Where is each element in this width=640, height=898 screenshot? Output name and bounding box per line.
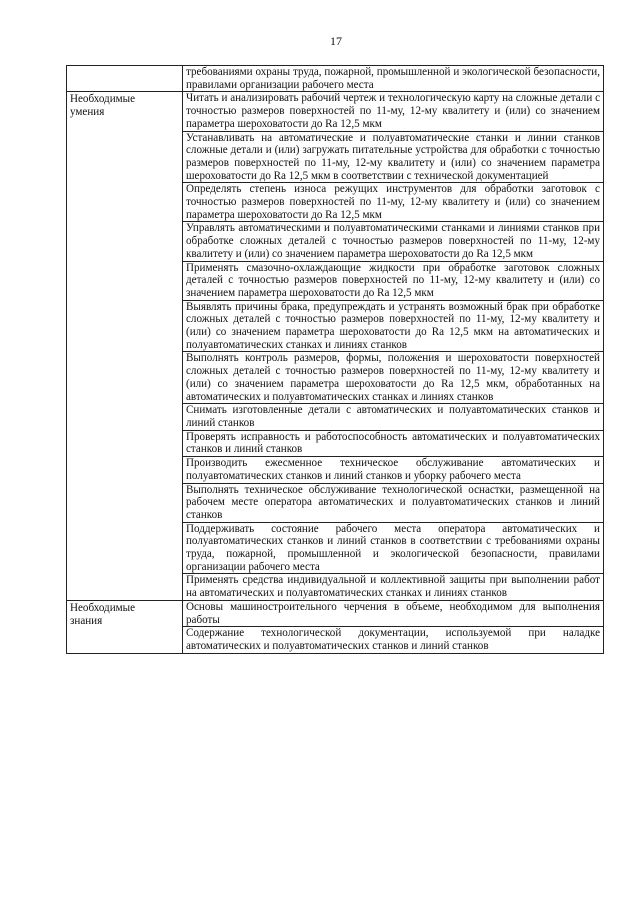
section-label: Необходимые знания: [70, 601, 136, 627]
requirement-text: Применять смазочно-охлаждающие жидкости при обработке заготовок сложных деталей с точностью размеров поверхностей по 11-му, 12-му квалитету и (или) со значением параметра шероховатости до Ra 12,5 мкм: [183, 261, 604, 300]
section-label-cell: [67, 600, 183, 653]
section-label-cell: [67, 66, 183, 92]
requirement-text: Поддерживать состояние рабочего места оператора автоматических и полуавтоматических станков и линий станков в соответствии с требованиями охраны труда, пожарной, промышленной и экологической безопасности, правилами организации рабочего места: [183, 522, 604, 574]
section-label: [70, 66, 155, 67]
table-row: [67, 66, 604, 92]
requirement-text: Устанавливать на автоматические и полуавтоматические станки и линии станков сложные детали и (или) загружать питательные устройства для обработки с точностью размеров поверхностей по 11-му, 12-му квалитету и (или) со значением параметра шероховатости до Ra 12,5 мкм в соответствии с технической документацией: [183, 131, 604, 183]
table-row: [67, 600, 604, 626]
requirement-text: Снимать изготовленные детали с автоматических и полуавтоматических станков и линий станков: [183, 404, 604, 430]
requirement-text: Выявлять причины брака, предупреждать и устранять возможный брак при обработке сложных деталей с точностью размеров поверхностей по 11-му, 12-му квалитету и (или) со значением параметра шероховатости до Ra 12,5 мкм на автоматических и полуавтоматических станках и линиях станков: [183, 300, 604, 352]
page-number: 17: [330, 34, 342, 48]
requirement-text: Управлять автоматическими и полуавтоматическими станками и линиями станков при обработке сложных деталей с точностью размеров поверхностей по 11-му, 12-му квалитету и (или) со значением параметра шероховатости до Ra 12,5 мкм: [183, 222, 604, 261]
requirement-text: Проверять исправность и работоспособность автоматических и полуавтоматических станков и линий станков: [183, 430, 604, 456]
requirement-text: Читать и анализировать рабочий чертеж и технологическую карту на сложные детали с точностью размеров поверхностей по 11-му, 12-му квалитету и (или) со значением параметра шероховатости до Ra 12,5 мкм: [183, 92, 604, 131]
requirement-text: Определять степень износа режущих инструментов для обработки заготовок с точностью размеров поверхностей по 11-му, 12-му квалитету и (или) со значением параметра шероховатости до Ra 12,5 мкм: [183, 183, 604, 222]
requirement-text: Основы машиностроительного черчения в объеме, необходимом для выполнения работы: [183, 600, 604, 626]
requirement-text: Применять средства индивидуальной и коллективной защиты при выполнении работ на автоматических и полуавтоматических станках и линиях станков: [183, 574, 604, 600]
section-label: Необходимые умения: [70, 93, 136, 119]
requirements-table: [66, 65, 604, 654]
section-label-cell: [67, 92, 183, 600]
requirement-text: Содержание технологической документации, используемой при наладке автоматических и полуавтоматических станков и линий станков: [183, 627, 604, 653]
requirement-text: Выполнять техническое обслуживание технологической оснастки, размещенной на рабочем месте оператора автоматических и полуавтоматических станков и линий станков: [183, 483, 604, 522]
requirement-text: Выполнять контроль размеров, формы, положения и шероховатости поверхностей сложных деталей с точностью размеров поверхностей по 11-му, 12-му квалитету и (или) со значением параметра шероховатости до Ra 12,5 мкм, обработанных на автоматических и полуавтоматических станках и линиях станков: [183, 352, 604, 404]
requirement-text: требованиями охраны труда, пожарной, промышленной и экологической безопасности, правилами организации рабочего места: [183, 66, 604, 92]
table-row: [67, 92, 604, 131]
requirement-text: Производить ежесменное техническое обслуживание автоматических и полуавтоматических станков и линий станков и уборку рабочего места: [183, 457, 604, 483]
